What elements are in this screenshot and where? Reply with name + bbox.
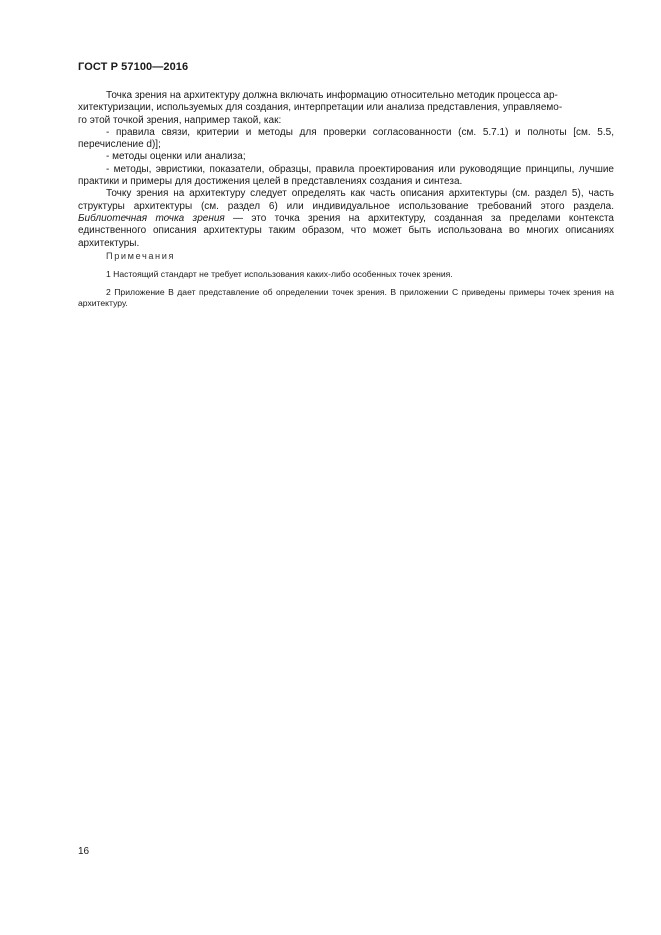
text-line: хитектуризации, используемых для создания, интерпретации или анализа представления, управляемо- bbox=[78, 102, 563, 114]
list-item: - методы, эвристики, показатели, образцы, правила проектирования или руководящие принципы, лучшие практики и примеры для достижения целей в представлениях создания и синтеза. bbox=[78, 163, 614, 188]
list-item: - методы оценки или анализа; bbox=[106, 151, 246, 163]
page-body bbox=[78, 90, 614, 310]
text-run: — это точка зрения на архитектуру, созданная за пределами контекста единственного описания архитектуры таким образом, что может быть использована во многих описаниях архитектуры. bbox=[78, 212, 614, 249]
note-item: 1 Настоящий стандарт не требует использования каких-либо особенных точек зрения. bbox=[106, 269, 453, 280]
list-item: - правила связи, критерии и методы для проверки согласованности (см. 5.7.1) и полноты [см. 5.5, перечисление d)]; bbox=[78, 126, 614, 151]
paragraph-viewpoint-info bbox=[78, 90, 614, 127]
text-run: Точку зрения на архитектуру следует определять как часть описания архитектуры (см. раздел 5), часть структуры архитектуры (см. раздел 6) или индивидуальное использование требований этого раздела. bbox=[78, 188, 614, 212]
page-number: 16 bbox=[78, 846, 90, 857]
document-code: ГОСТ Р 57100—2016 bbox=[78, 61, 189, 73]
note-item: 2 Приложение В дает представление об определении точек зрения. В приложении С приведены примеры точек зрения на архитектуру. bbox=[78, 286, 614, 309]
notes-heading: Примечания bbox=[106, 250, 176, 261]
text-line: Точка зрения на архитектуру должна включать информацию относительно методик процесса ар- bbox=[106, 90, 558, 101]
paragraph-viewpoint-definition bbox=[78, 188, 614, 249]
text-line: го этой точкой зрения, например такой, как: bbox=[78, 114, 282, 126]
term-library-viewpoint: Библиотечная точка зрения bbox=[78, 212, 225, 224]
